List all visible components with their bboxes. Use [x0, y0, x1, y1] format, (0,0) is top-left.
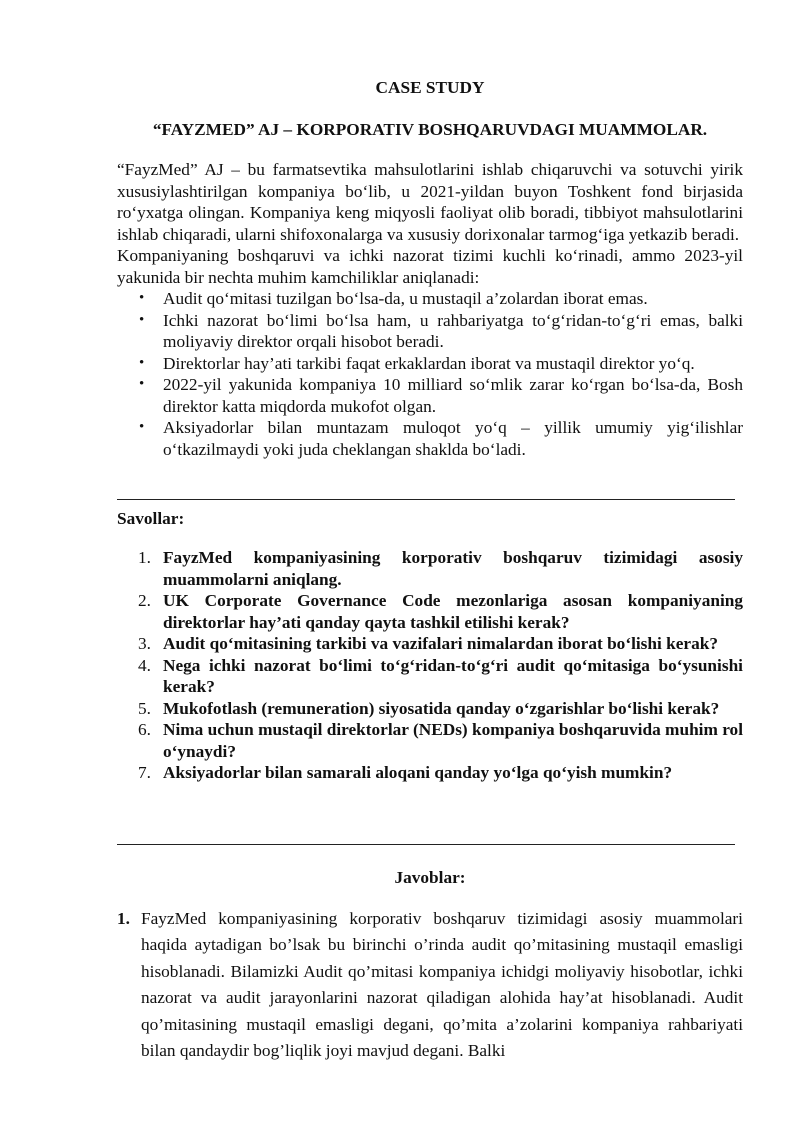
question-number: 6.: [138, 720, 151, 739]
issue-item: • Ichki nazorat bo‘limi bo‘lsa ham, u rahbariyatga to‘g‘ridan-to‘g‘ri emas, balki moliyaviy direktor orqali hisobot beradi.: [163, 310, 743, 353]
issue-item: • 2022-yil yakunida kompaniya 10 milliard so‘mlik zarar ko‘rgan bo‘lsa-da, Bosh direktor katta miqdorda mukofot olgan.: [163, 374, 743, 417]
question-number: 5.: [138, 698, 151, 718]
question-text: FayzMed kompaniyasining korporativ boshqaruv tizimidagi asosiy muammolarni aniqlang.: [163, 548, 743, 589]
answer-item: [117, 906, 743, 1064]
questions-heading: Savollar:: [117, 509, 185, 528]
question-text: UK Corporate Governance Code mezonlariga asosan kompaniyaning direktorlar hay’ati qanday qayta tashkil etilishi kerak?: [163, 591, 743, 632]
question-item: [138, 590, 743, 633]
questions-list: [117, 547, 743, 784]
answer-number: 1.: [117, 909, 130, 928]
question-text: Aksiyadorlar bilan samarali aloqani qanday yo‘lga qo‘yish mumkin?: [163, 763, 673, 782]
question-text: Audit qo‘mitasining tarkibi va vazifalari nimalardan iborat bo‘lishi kerak?: [163, 634, 718, 653]
answer-text: FayzMed kompaniyasining korporativ boshqaruv tizimidagi asosiy muammolari haqida aytadigan bo’lsak bu birinchi o’rinda audit qo’mitasining mustaqil emasligi hisoblanadi. Bilamizki Audit qo’mitasi kompaniya ichidgi moliyaviy hisobotlar, ichki nazorat va audit jarayonlarini nazorat qiladigan alohida hay’at hisoblanadi. Audit qo’mitasining mustaqil emasligi degani, qo’mita a’zolarini kompaniya rahbariyati bilan qandaydir bog’liqlik joyi mavjud degani. Balki: [141, 909, 743, 1061]
question-text: Mukofotlash (remuneration) siyosatida qanday o‘zgarishlar bo‘lishi kerak?: [163, 698, 720, 718]
question-item: [138, 698, 743, 720]
section-divider: [117, 499, 735, 500]
case-study-heading: CASE STUDY: [375, 78, 485, 97]
question-item: [138, 655, 743, 698]
question-number: 7.: [138, 763, 151, 782]
question-item: [138, 633, 743, 655]
question-text: Nega ichki nazorat bo‘limi to‘g‘ridan-to‘g‘ri audit qo‘mitasiga bo‘ysunishi kerak?: [163, 655, 743, 696]
issue-item: • Audit qo‘mitasi tuzilgan bo‘lsa-da, u mustaqil a’zolardan iborat emas.: [163, 288, 743, 310]
question-number: 1.: [138, 548, 151, 567]
section-divider: [117, 844, 735, 845]
intro-section: [117, 159, 743, 460]
question-text: Nima uchun mustaqil direktorlar (NEDs) kompaniya boshqaruvida muhim rol o‘ynaydi?: [163, 720, 743, 761]
question-item: [138, 547, 743, 590]
question-number: 2.: [138, 591, 151, 610]
issues-list: [117, 288, 743, 460]
question-number: 4.: [138, 655, 151, 675]
issue-item: • Direktorlar hay’ati tarkibi faqat erkaklardan iborat va mustaqil direktor yo‘q.: [163, 353, 743, 375]
question-number: 3.: [138, 634, 151, 653]
intro-paragraph-1: “FayzMed” AJ – bu farmatsevtika mahsulotlarini ishlab chiqaruvchi va sotuvchi yirik xususiylashtirilgan kompaniya bo‘lib, u 2021-yildan buyon Toshkent fond birjasida ro‘yxatga olingan. Kompaniya keng miqyosli faoliyat olib boradi, tibbiyot mahsulotlarini ishlab chiqaradi, ularni shifoxonalarga va xususiy dorixonalar tarmog‘iga yetkazib beradi.: [117, 160, 743, 244]
answers-heading: Javoblar:: [394, 868, 466, 887]
intro-paragraph-2: Kompaniyaning boshqaruvi va ichki nazorat tizimi kuchli ko‘rinadi, ammo 2023-yil yakunida bir nechta muhim kamchiliklar aniqlanadi:: [117, 246, 743, 287]
question-item: [138, 762, 743, 784]
question-item: [138, 719, 743, 762]
document-title: “FAYZMED” AJ – KORPORATIV BOSHQARUVDAGI MUAMMOLAR.: [152, 120, 708, 139]
issue-item: • Aksiyadorlar bilan muntazam muloqot yo‘q – yillik umumiy yig‘ilishlar o‘tkazilmaydi yoki juda cheklangan shaklda bo‘ladi.: [163, 417, 743, 460]
